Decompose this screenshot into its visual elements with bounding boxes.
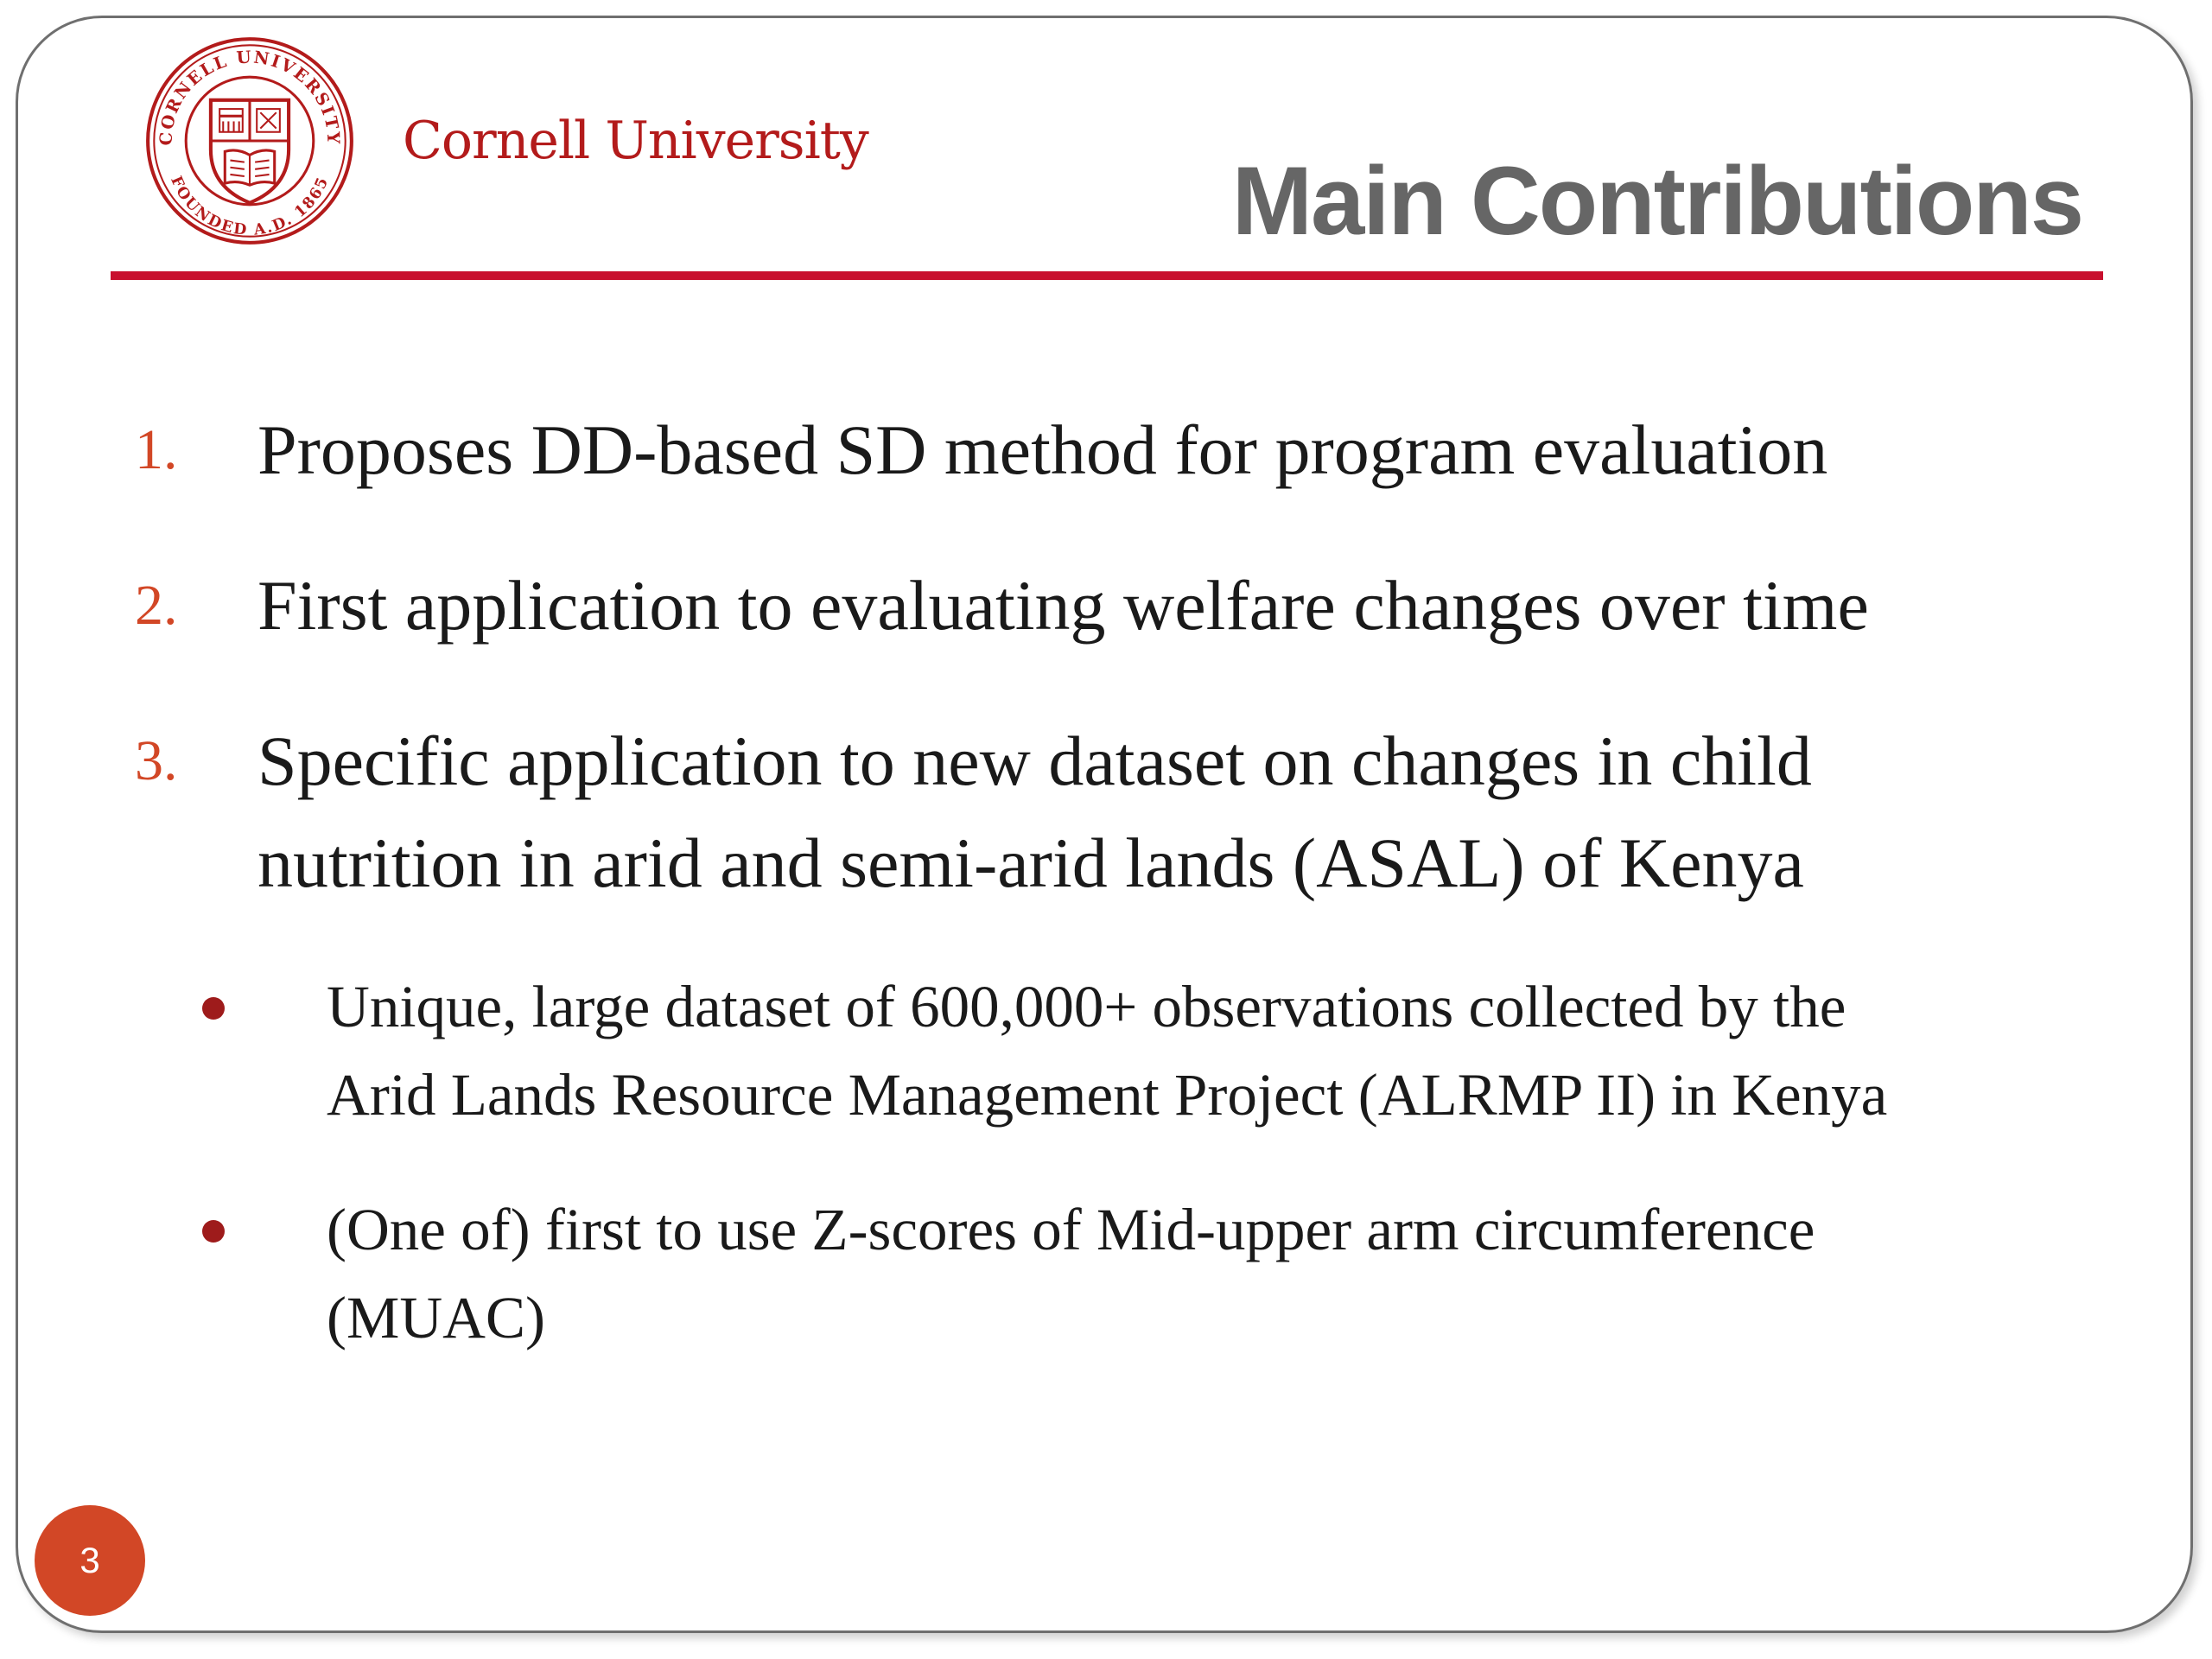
cornell-wordmark: Cornell University (403, 111, 868, 171)
bullet-text (327, 963, 2212, 1139)
item-text: Proposes DD-based SD method for program evaluation (257, 410, 1828, 489)
bullet-text-line: (MUAC) (327, 1285, 545, 1351)
bullet-text-line: Unique, large dataset of 600,000+ observations collected by the (327, 974, 1847, 1039)
item-text: First application to evaluating welfare changes over time (257, 566, 1869, 645)
page-number-badge: 3 (35, 1505, 145, 1616)
bullet-text (327, 1185, 2212, 1362)
item-text (257, 710, 2158, 914)
bullet-dot-icon (202, 1220, 225, 1243)
svg-text:FOUNDED A.D. 1865: FOUNDED A.D. 1865 (167, 174, 333, 239)
item-number: 1. (135, 418, 178, 481)
cornell-seal-logo (143, 35, 356, 247)
title-divider (111, 271, 2103, 280)
item-number: 3. (135, 729, 178, 792)
slide-title: Main Contributions (1231, 147, 2082, 255)
bullet-text-line: Arid Lands Resource Management Project (ALRMP II) in Kenya (327, 1062, 1888, 1128)
svg-text:CORNELL UNIVERSITY: CORNELL UNIVERSITY (156, 47, 344, 146)
item-text-line: nutrition in arid and semi-arid lands (ASAL) of Kenya (257, 823, 1804, 902)
item-text-line: Specific application to new dataset on changes in child (257, 721, 1812, 800)
bullet-text-line: (One of) first to use Z-scores of Mid-upper arm circumference (327, 1197, 1815, 1262)
item-number: 2. (135, 574, 178, 637)
bullet-dot-icon (202, 997, 225, 1020)
